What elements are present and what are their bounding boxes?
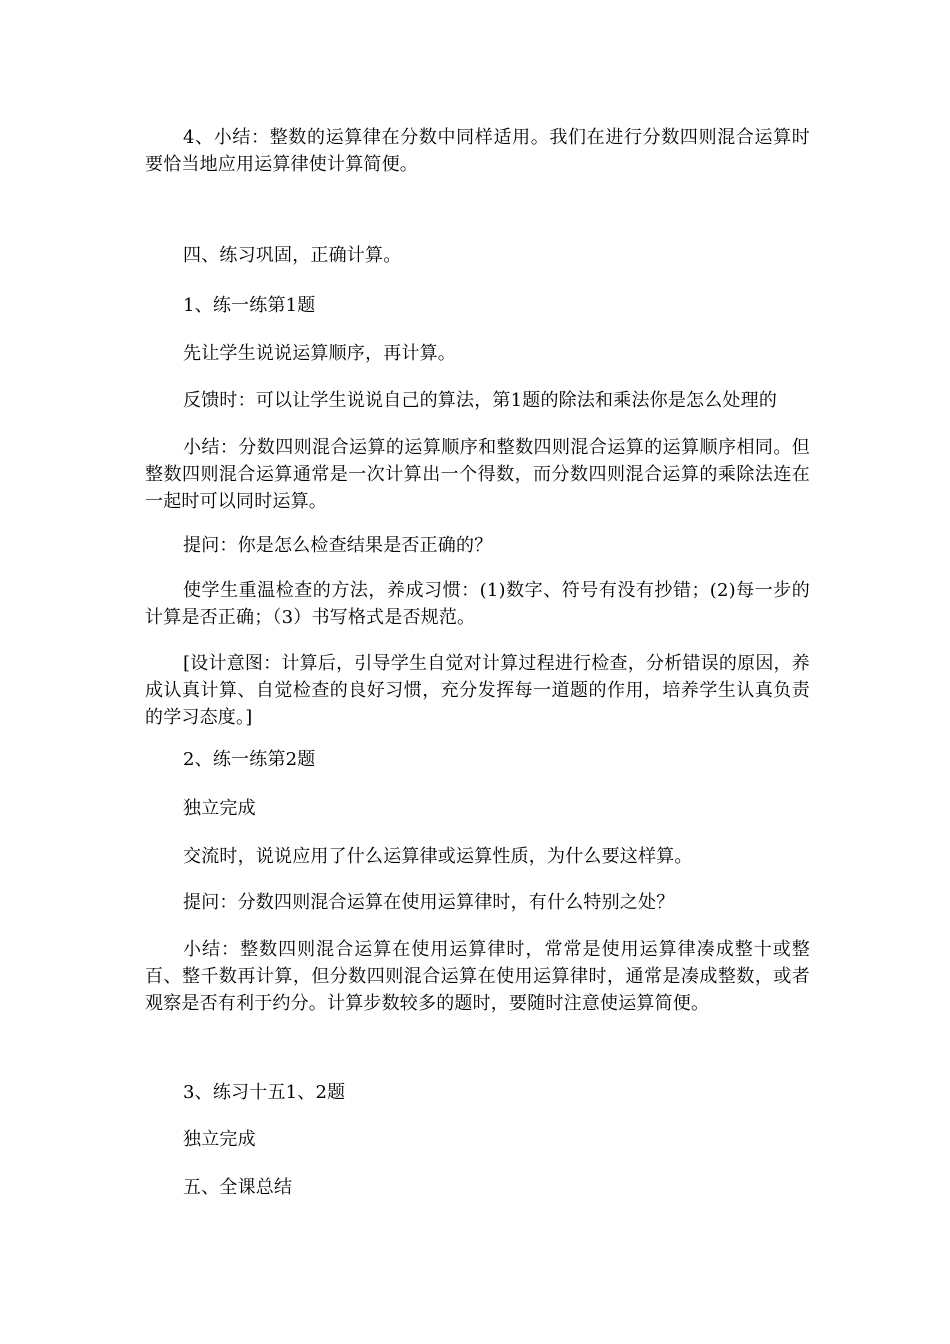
paragraph-question-special: 提问：分数四则混合运算在使用运算律时，有什么特别之处？ bbox=[183, 892, 675, 913]
paragraph-summary-order: 小结：分数四则混合运算的运算顺序和整数四则混合运算的运算顺序相同。但整数四则混合运算通常是一次计算出一个得数，而分数四则混合运算的乘除法连在一起时可以同时运算。 bbox=[145, 437, 810, 512]
paragraph-order: 先让学生说说运算顺序，再计算。 bbox=[183, 343, 456, 364]
paragraph-exercise-15: 3、练习十五1、2题 bbox=[183, 1082, 346, 1103]
paragraph-summary-4: 4、小结：整数的运算律在分数中同样适用。我们在进行分数四则混合运算时要恰当地应用运算律使计算简便。 bbox=[145, 127, 810, 175]
paragraph-exchange: 交流时，说说应用了什么运算律或运算性质，为什么要这样算。 bbox=[183, 846, 693, 867]
paragraph-independent-1: 独立完成 bbox=[183, 798, 256, 819]
section-heading-4: 四、练习巩固，正确计算。 bbox=[183, 245, 402, 266]
paragraph-design-intent: [设计意图：计算后，引导学生自觉对计算过程进行检查，分析错误的原因，养成认真计算、自觉检查的良好习惯，充分发挥每一道题的作用，培养学生认真负责的学习态度。] bbox=[145, 653, 810, 728]
paragraph-feedback: 反馈时：可以让学生说说自己的算法，第1题的除法和乘法你是怎么处理的 bbox=[183, 390, 778, 411]
paragraph-check-method: 使学生重温检查的方法，养成习惯：(1)数字、符号有没有抄错；(2)每一步的计算是否正确；（3）书写格式是否规范。 bbox=[145, 580, 810, 628]
paragraph-independent-2: 独立完成 bbox=[183, 1129, 256, 1150]
paragraph-exercise-1: 1、练一练第1题 bbox=[183, 295, 316, 316]
paragraph-question-check: 提问：你是怎么检查结果是否正确的？ bbox=[183, 535, 493, 556]
paragraph-exercise-2: 2、练一练第2题 bbox=[183, 749, 316, 770]
section-heading-5: 五、全课总结 bbox=[183, 1177, 293, 1198]
paragraph-summary-laws: 小结：整数四则混合运算在使用运算律时，常常是使用运算律凑成整十或整百、整千数再计算，但分数四则混合运算在使用运算律时，通常是凑成整数，或者观察是否有利于约分。计算步数较多的题时，要随时注意使运算简便。 bbox=[145, 939, 810, 1014]
